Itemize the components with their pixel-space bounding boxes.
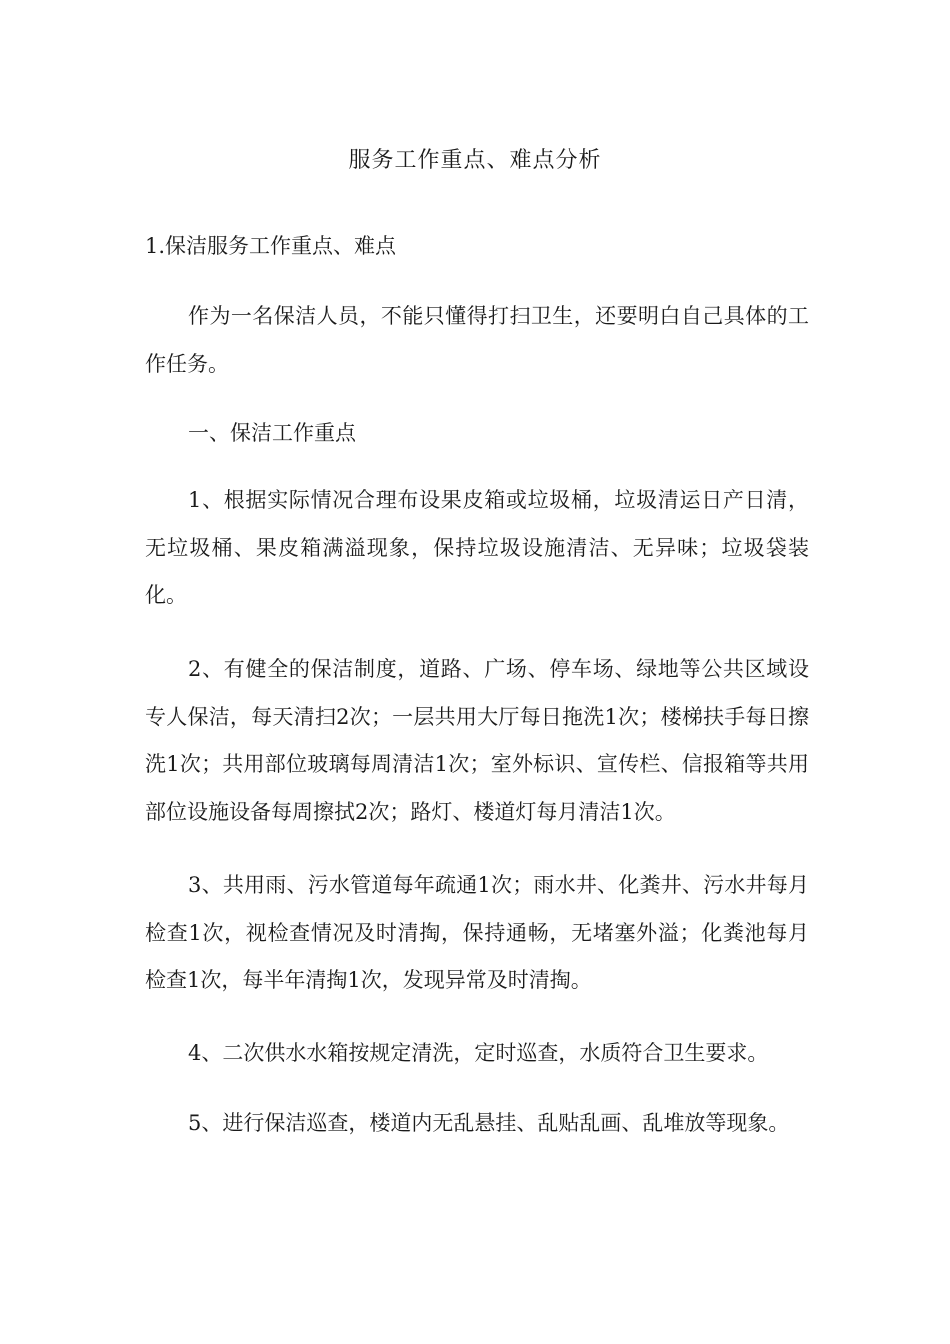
list-item: 3、共用雨、污水管道每年疏通1次；雨水井、化粪井、污水井每月检查1次，视检查情况及时清掏，保持通畅，无堵塞外溢；化粪池每月检查1次，每半年清掏1次，发现异常及时清掏。 bbox=[145, 873, 809, 992]
list-item: 4、二次供水水箱按规定清洗，定时巡查，水质符合卫生要求。 bbox=[188, 1041, 769, 1065]
intro-paragraph: 作为一名保洁人员，不能只懂得打扫卫生，还要明白自己具体的工作任务。 bbox=[145, 304, 809, 376]
page-title: 服务工作重点、难点分析 bbox=[348, 148, 602, 173]
subsection-heading: 一、保洁工作重点 bbox=[188, 421, 357, 445]
section-heading: 1.保洁服务工作重点、难点 bbox=[145, 234, 397, 258]
list-item: 5、进行保洁巡查，楼道内无乱悬挂、乱贴乱画、乱堆放等现象。 bbox=[188, 1111, 790, 1135]
list-item: 2、有健全的保洁制度，道路、广场、停车场、绿地等公共区域设专人保洁，每天清扫2次；一层共用大厅每日拖洗1次；楼梯扶手每日擦洗1次；共用部位玻璃每周清洁1次；室外标识、宣传栏、信报箱等共用部位设施设备每周擦拭2次；路灯、楼道灯每月清洁1次。 bbox=[145, 657, 809, 824]
list-item: 1、根据实际情况合理布设果皮箱或垃圾桶，垃圾清运日产日清，无垃圾桶、果皮箱满溢现象，保持垃圾设施清洁、无异味；垃圾袋装化。 bbox=[145, 488, 809, 607]
